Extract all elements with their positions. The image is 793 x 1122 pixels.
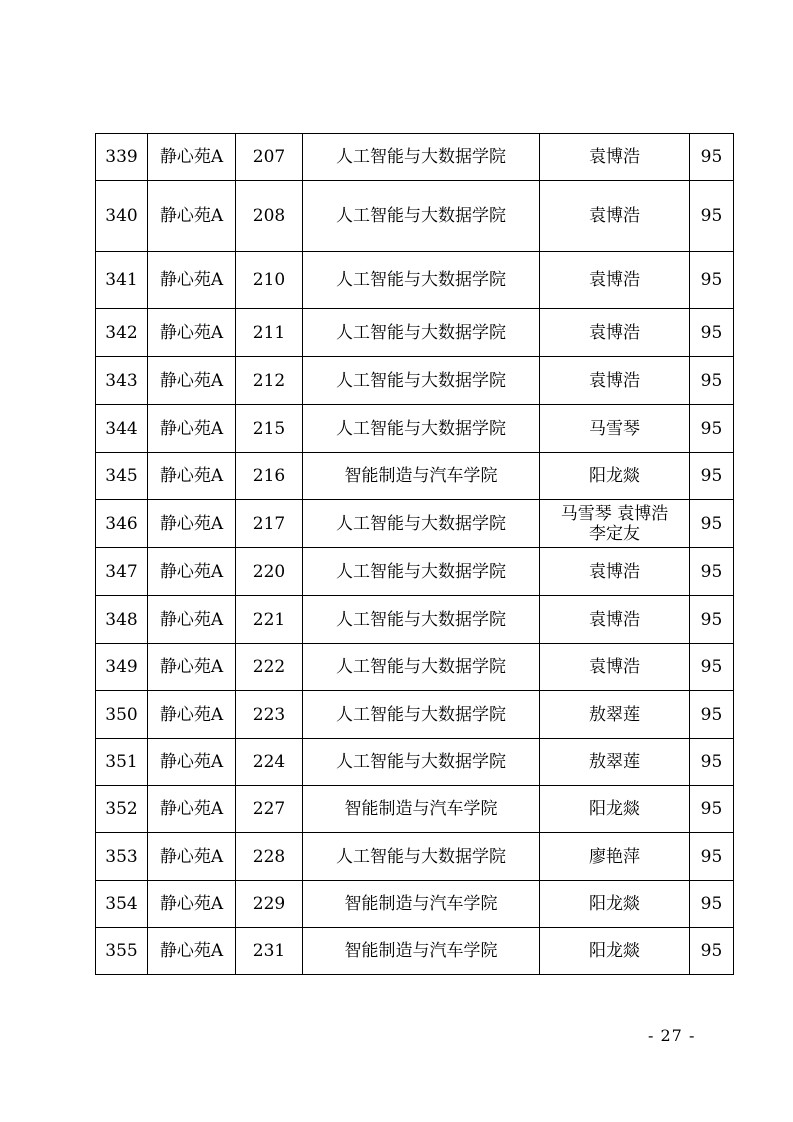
cell-room: 222 [236, 644, 303, 691]
cell-college: 人工智能与大数据学院 [303, 309, 540, 357]
cell-college: 人工智能与大数据学院 [303, 181, 540, 252]
inspector-name: 袁博浩 [589, 561, 640, 582]
inspector-name: 敖翠莲 [589, 704, 640, 725]
cell-score: 95 [690, 833, 734, 881]
cell-room: 223 [236, 691, 303, 739]
cell-building: 静心苑A [148, 453, 236, 500]
inspector-name: 阳龙燚 [589, 941, 640, 961]
cell-building: 静心苑A [148, 833, 236, 881]
cell-number: 344 [96, 405, 148, 453]
cell-college: 人工智能与大数据学院 [303, 644, 540, 691]
table-row [96, 252, 734, 309]
cell-building: 静心苑A [148, 500, 236, 548]
cell-names [540, 309, 690, 357]
cell-room: 228 [236, 833, 303, 881]
inspector-name: 袁博浩 [589, 657, 640, 677]
cell-college: 人工智能与大数据学院 [303, 500, 540, 548]
cell-building: 静心苑A [148, 596, 236, 644]
cell-names [540, 881, 690, 928]
cell-score: 95 [690, 134, 734, 181]
table-row [96, 181, 734, 252]
dormitory-score-table [95, 133, 734, 975]
cell-college: 智能制造与汽车学院 [303, 928, 540, 975]
cell-room: 217 [236, 500, 303, 548]
cell-score: 95 [690, 596, 734, 644]
cell-names [540, 252, 690, 309]
cell-college: 人工智能与大数据学院 [303, 357, 540, 405]
inspector-name: 李定友 [589, 523, 640, 544]
cell-number: 340 [96, 181, 148, 252]
cell-room: 220 [236, 548, 303, 596]
cell-number: 351 [96, 739, 148, 786]
table-row [96, 134, 734, 181]
cell-names [540, 833, 690, 881]
table-row [96, 691, 734, 739]
table-row [96, 786, 734, 833]
cell-number: 343 [96, 357, 148, 405]
cell-college: 人工智能与大数据学院 [303, 134, 540, 181]
cell-building: 静心苑A [148, 134, 236, 181]
cell-building: 静心苑A [148, 928, 236, 975]
inspector-name: 袁博浩 [589, 147, 640, 167]
cell-college: 人工智能与大数据学院 [303, 252, 540, 309]
cell-number: 345 [96, 453, 148, 500]
cell-score: 95 [690, 252, 734, 309]
cell-score: 95 [690, 881, 734, 928]
cell-score: 95 [690, 786, 734, 833]
cell-college: 人工智能与大数据学院 [303, 739, 540, 786]
table-row [96, 453, 734, 500]
cell-number: 355 [96, 928, 148, 975]
cell-building: 静心苑A [148, 881, 236, 928]
cell-building: 静心苑A [148, 739, 236, 786]
cell-college: 人工智能与大数据学院 [303, 691, 540, 739]
cell-score: 95 [690, 500, 734, 548]
cell-building: 静心苑A [148, 309, 236, 357]
cell-names [540, 786, 690, 833]
cell-room: 221 [236, 596, 303, 644]
cell-room: 208 [236, 181, 303, 252]
cell-names [540, 691, 690, 739]
cell-college: 智能制造与汽车学院 [303, 786, 540, 833]
cell-score: 95 [690, 691, 734, 739]
inspector-name: 袁博浩 [589, 270, 640, 290]
table-row [96, 596, 734, 644]
cell-number: 354 [96, 881, 148, 928]
cell-score: 95 [690, 405, 734, 453]
cell-names [540, 453, 690, 500]
cell-college: 智能制造与汽车学院 [303, 453, 540, 500]
cell-room: 210 [236, 252, 303, 309]
table-row [96, 548, 734, 596]
cell-number: 348 [96, 596, 148, 644]
cell-building: 静心苑A [148, 644, 236, 691]
cell-score: 95 [690, 644, 734, 691]
inspector-name: 马雪琴 袁博浩 [560, 503, 669, 524]
inspector-name: 阳龙燚 [589, 894, 640, 914]
cell-number: 350 [96, 691, 148, 739]
table-body [96, 134, 734, 975]
inspector-name: 阳龙燚 [589, 466, 640, 486]
cell-college: 智能制造与汽车学院 [303, 881, 540, 928]
cell-names [540, 181, 690, 252]
cell-names [540, 928, 690, 975]
table-row [96, 739, 734, 786]
cell-room: 207 [236, 134, 303, 181]
cell-room: 216 [236, 453, 303, 500]
cell-college: 人工智能与大数据学院 [303, 833, 540, 881]
table-row [96, 500, 734, 548]
cell-names [540, 548, 690, 596]
cell-college: 人工智能与大数据学院 [303, 548, 540, 596]
cell-building: 静心苑A [148, 405, 236, 453]
cell-building: 静心苑A [148, 691, 236, 739]
cell-number: 339 [96, 134, 148, 181]
cell-names [540, 596, 690, 644]
cell-number: 349 [96, 644, 148, 691]
table-row [96, 405, 734, 453]
cell-number: 346 [96, 500, 148, 548]
cell-building: 静心苑A [148, 548, 236, 596]
table-row [96, 644, 734, 691]
cell-score: 95 [690, 357, 734, 405]
cell-room: 224 [236, 739, 303, 786]
cell-names [540, 500, 690, 548]
cell-room: 212 [236, 357, 303, 405]
cell-number: 353 [96, 833, 148, 881]
inspector-name: 袁博浩 [589, 370, 640, 391]
table-row [96, 309, 734, 357]
cell-names [540, 739, 690, 786]
cell-building: 静心苑A [148, 252, 236, 309]
page-number: - 27 - [648, 1026, 696, 1045]
inspector-name: 袁博浩 [589, 609, 640, 630]
inspector-name: 马雪琴 [589, 418, 640, 439]
cell-room: 227 [236, 786, 303, 833]
table-row [96, 833, 734, 881]
cell-score: 95 [690, 453, 734, 500]
cell-room: 211 [236, 309, 303, 357]
cell-college: 人工智能与大数据学院 [303, 596, 540, 644]
cell-number: 341 [96, 252, 148, 309]
cell-number: 352 [96, 786, 148, 833]
cell-score: 95 [690, 309, 734, 357]
cell-number: 342 [96, 309, 148, 357]
table-row [96, 881, 734, 928]
inspector-name: 袁博浩 [589, 206, 640, 226]
cell-names [540, 405, 690, 453]
cell-building: 静心苑A [148, 357, 236, 405]
cell-score: 95 [690, 181, 734, 252]
cell-college: 人工智能与大数据学院 [303, 405, 540, 453]
inspector-name: 袁博浩 [589, 322, 640, 343]
cell-names [540, 134, 690, 181]
inspector-name: 廖艳萍 [589, 846, 640, 867]
cell-score: 95 [690, 548, 734, 596]
cell-names [540, 357, 690, 405]
table-row [96, 357, 734, 405]
cell-building: 静心苑A [148, 181, 236, 252]
cell-room: 231 [236, 928, 303, 975]
inspector-name: 阳龙燚 [589, 799, 640, 819]
cell-room: 215 [236, 405, 303, 453]
cell-score: 95 [690, 928, 734, 975]
inspector-name: 敖翠莲 [589, 752, 640, 772]
cell-building: 静心苑A [148, 786, 236, 833]
cell-room: 229 [236, 881, 303, 928]
table-row [96, 928, 734, 975]
cell-score: 95 [690, 739, 734, 786]
cell-names [540, 644, 690, 691]
cell-number: 347 [96, 548, 148, 596]
